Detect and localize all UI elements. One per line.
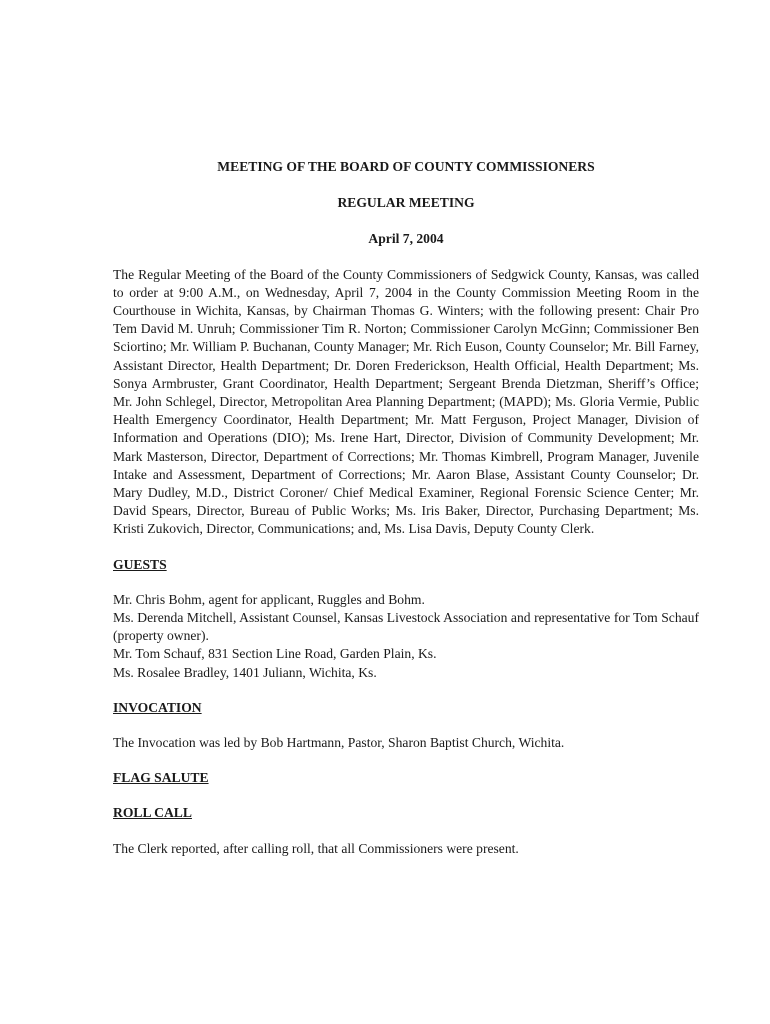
document-title: MEETING OF THE BOARD OF COUNTY COMMISSIONERS [217,159,595,174]
invocation-heading: INVOCATION [113,699,202,715]
invocation-text: The Invocation was led by Bob Hartmann, Pastor, Sharon Baptist Church, Wichita. [113,735,565,751]
guests-heading: GUESTS [113,556,167,572]
roll-call-heading: ROLL CALL [113,805,192,821]
roll-call-text: The Clerk reported, after calling roll, that all Commissioners were present. [113,840,519,856]
guest-item: Mr. Chris Bohm, agent for applicant, Ruggles and Bohm. [113,591,425,607]
guest-list [113,591,699,682]
meeting-date: April 7, 2004 [368,231,444,247]
guest-item: Ms. Derenda Mitchell, Assistant Counsel, Kansas Livestock Association and representative for Tom Schauf (property owner). [113,610,699,644]
intro-paragraph: The Regular Meeting of the Board of the County Commissioners of Sedgwick County, Kansas, was called to order at 9:00 A.M., on Wednesday, April 7, 2004 in the County Commission Meeting Room in the Courthouse in Wichita, Kansas, by Chairman Thomas G. Winters; with the following present: Chair Pro Tem David M. Unruh; Commissioner Tim R. Norton; Commissioner Carolyn McGinn; Commissioner Ben Sciortino; Mr. William P. Buchanan, County Manager; Mr. Rich Euson, County Counselor; Mr. Bill Farney, Assistant Director, Health Department; Dr. Doren Frederickson, Health Official, Health Department; Ms. Sonya Armbruster, Grant Coordinator, Health Department; Sergeant Brenda Dietzman, Sheriff’s Office; Mr. John Schlegel, Director, Metropolitan Area Planning Department; (MAPD); Ms. Gloria Vermie, Public Health Emergency Coordinator, Health Department; Mr. Matt Ferguson, Project Manager, Division of Information and Operations (DIO); Ms. Irene Hart, Director, Division of Community Development; Mr. Mark Masterson, Director, Department of Corrections; Mr. Thomas Kimbrell, Program Manager, Juvenile Intake and Assessment, Department of Corrections; Mr. Aaron Blase, Assistant County Counselor; Dr. Mary Dudley, M.D., District Coroner/ Chief Medical Examiner, Regional Forensic Science Center; Mr. David Spears, Director, Bureau of Public Works; Ms. Iris Baker, Director, Purchasing Department; Ms. Kristi Zukovich, Director, Communications; and, Ms. Lisa Davis, Deputy County Clerk. [113,266,699,537]
flag-salute-heading: FLAG SALUTE [113,770,209,786]
document-subtitle: REGULAR MEETING [337,195,475,211]
guest-item: Mr. Tom Schauf, 831 Section Line Road, Garden Plain, Ks. [113,646,437,662]
guest-item: Ms. Rosalee Bradley, 1401 Juliann, Wichita, Ks. [113,664,377,680]
document-body [113,158,699,858]
